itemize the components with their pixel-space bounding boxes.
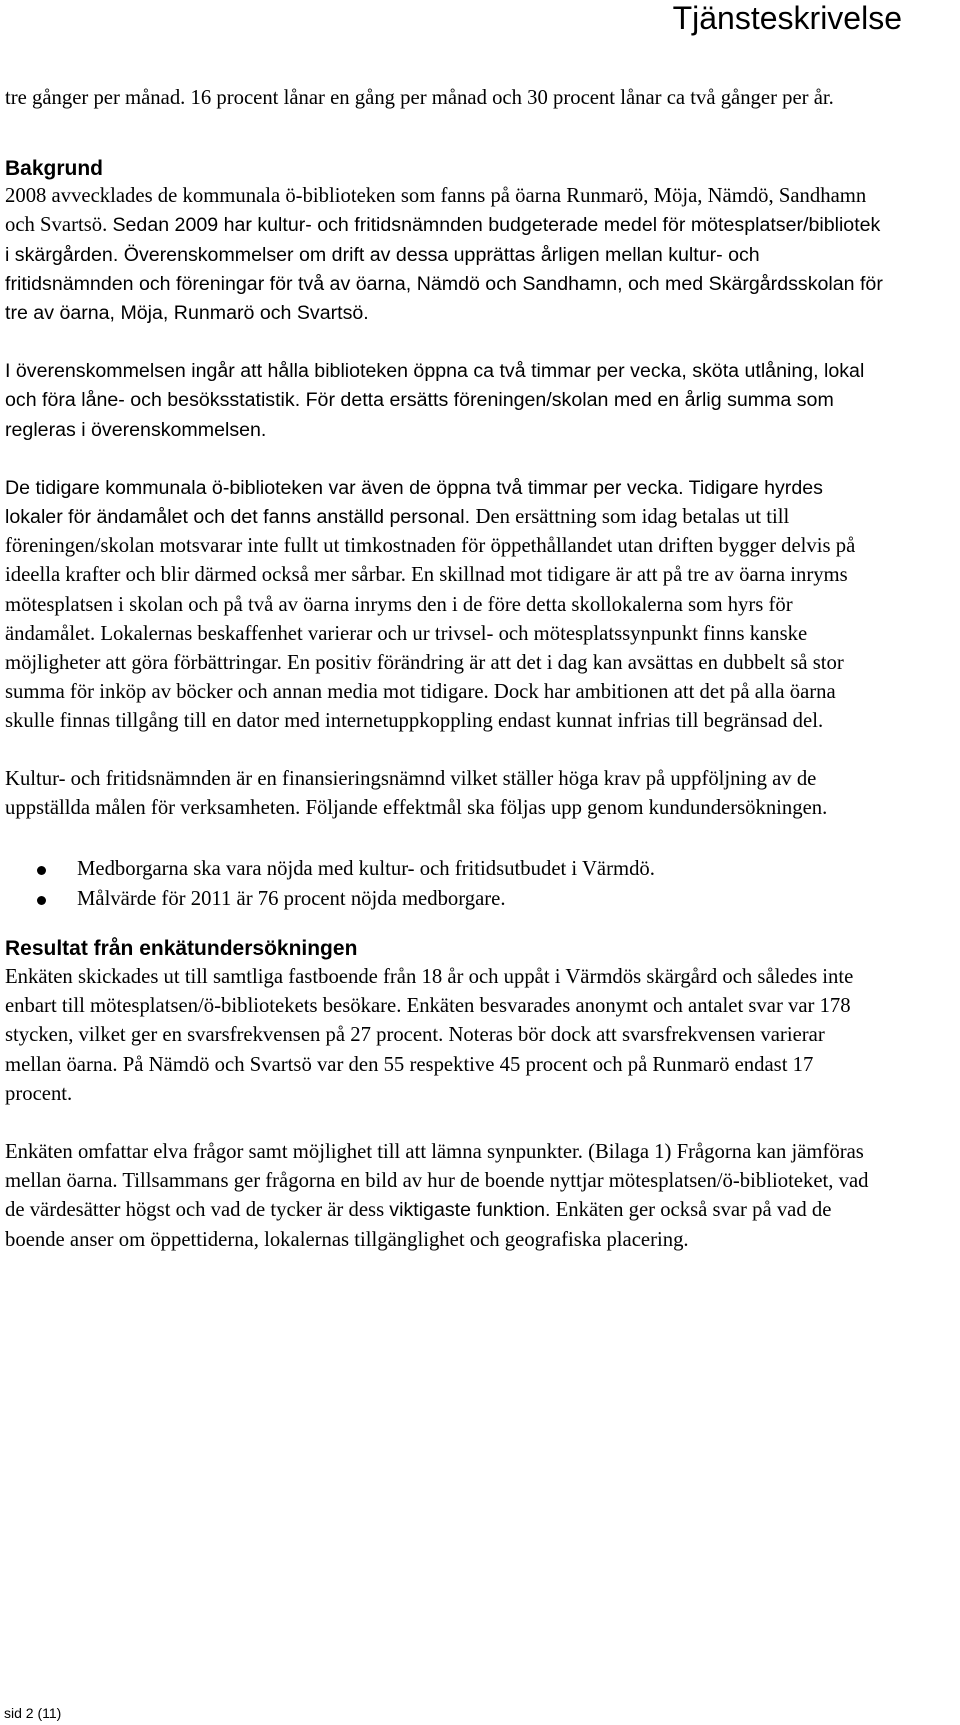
page-number: sid 2 (11) (4, 1705, 62, 1721)
resultat-paragraph-1: Enkäten skickades ut till samtliga fastboende från 18 år och uppåt i Värmdös skärgård och således inte enbart till mötesplatsen/ö-bibliotekets besökare. Enkäten besvarades anonymt och antalet svar var 178 stycken, vilket ger en svarsfrekvensen på 27 procent. Noteras bör dock att svarsfrekvensen varierar mellan öarna. På Nämdö och Svartsö var den 55 respektive 45 procent och på Runmarö endast 17 procent. (5, 966, 854, 1105)
goal-text: Målvärde för 2011 är 76 procent nöjda medborgare. (77, 887, 506, 910)
bakgrund-p3-serif: Den ersättning som idag betalas ut till föreningen/skolan motsvarar inte fullt ut timkostnaden för öppethållandet utan driften bygger delvis på ideella krafter och blir därmed också mer sårbar. En skillnad mot tidigare är att på tre av öarna inryms mötesplatsen i skolan och på två av öarna inryms den i de före detta skollokalerna som hyrs för ändamålet. Lokalernas beskaffenhet varierar och ur trivsel- och mötesplatssynpunkt finns kanske möjligheter att göra förbättringar. En positiv förändring är att det i dag kan avsättas en dubbelt så stor summa för inköp av böcker och annan media mot tidigare. Dock har ambitionen att det på alla öarna skulle finnas tillgång till en dator med internetuppkoppling endast kunnat infrias till begränsad del. (5, 506, 856, 733)
bakgrund-p3-sans: De tidigare kommunala ö-biblioteken var även de öppna två timmar per vecka. Tidigare hyrdes lokaler för ändamålet och det fanns anställd personal. (5, 476, 823, 529)
intro-paragraph: tre gånger per månad. 16 procent lånar en gång per månad och 30 procent lånar ca två gånger per år. (5, 87, 834, 109)
resultat-p2-serif-2: Enkäten ger också svar på vad de boende anser om öppettiderna, lokalernas tillgänglighet och geografiska placering. (5, 1199, 832, 1251)
resultat-paragraph-2 (5, 1138, 885, 1255)
bakgrund-paragraph-2: I överenskommelsen ingår att hålla biblioteken öppna ca två timmar per vecka, sköta utlåning, lokal och föra låne- och besöksstatistik. För detta ersätts föreningen/skolan med en årlig summa som regleras i överenskommelsen. (5, 360, 865, 441)
list-item (5, 855, 885, 885)
resultat-p2-serif: Enkäten omfattar elva frågor samt möjlighet till att lämna synpunkter. (Bilaga 1) Frågorna kan jämföras mellan öarna. Tillsammans ger frågorna en bild av hur de boende nyttjar mötesplatsen/ö-biblioteket, vad de värdesätter högst och vad de tycker är dess (5, 1141, 869, 1222)
goal-text: Medborgarna ska vara nöjda med kultur- och fritidsutbudet i Värmdö. (77, 858, 655, 881)
bullet-icon (37, 896, 46, 905)
resultat-p2-sans: viktigaste funktion. (389, 1199, 551, 1222)
effect-goals-list (5, 855, 885, 914)
list-item (5, 885, 885, 915)
bullet-icon (37, 866, 46, 875)
bakgrund-paragraph-4: Kultur- och fritidsnämnden är en finansieringsnämnd vilket ställer höga krav på uppföljning av de uppställda målen för verksamheten. Följande effektmål ska följas upp genom kundundersökningen. (5, 767, 828, 819)
document-title: Tjänsteskrivelse (672, 0, 902, 36)
section-heading-resultat: Resultat från enkätundersökningen (5, 937, 358, 961)
bakgrund-p1-serif: 2008 avvecklades de kommunala ö-biblioteken som fanns på öarna Runmarö, Möja, Nämdö, Sandhamn och Svartsö. (5, 185, 867, 237)
bakgrund-paragraph-1 (5, 182, 885, 328)
bakgrund-paragraph-3 (5, 474, 885, 737)
document-body (5, 84, 885, 1255)
bakgrund-p1-sans: Sedan 2009 har kultur- och fritidsnämnden budgeterade medel för mötesplatser/bibliotek i skärgården. Överenskommelser om drift av dessa upprättas årligen mellan kultur- och fritidsnämnden och föreningar för två av öarna, Nämdö och Sandhamn, och med Skärgårdsskolan för tre av öarna, Möja, Runmarö och Svartsö. (5, 214, 883, 325)
section-heading-bakgrund: Bakgrund (5, 157, 104, 181)
